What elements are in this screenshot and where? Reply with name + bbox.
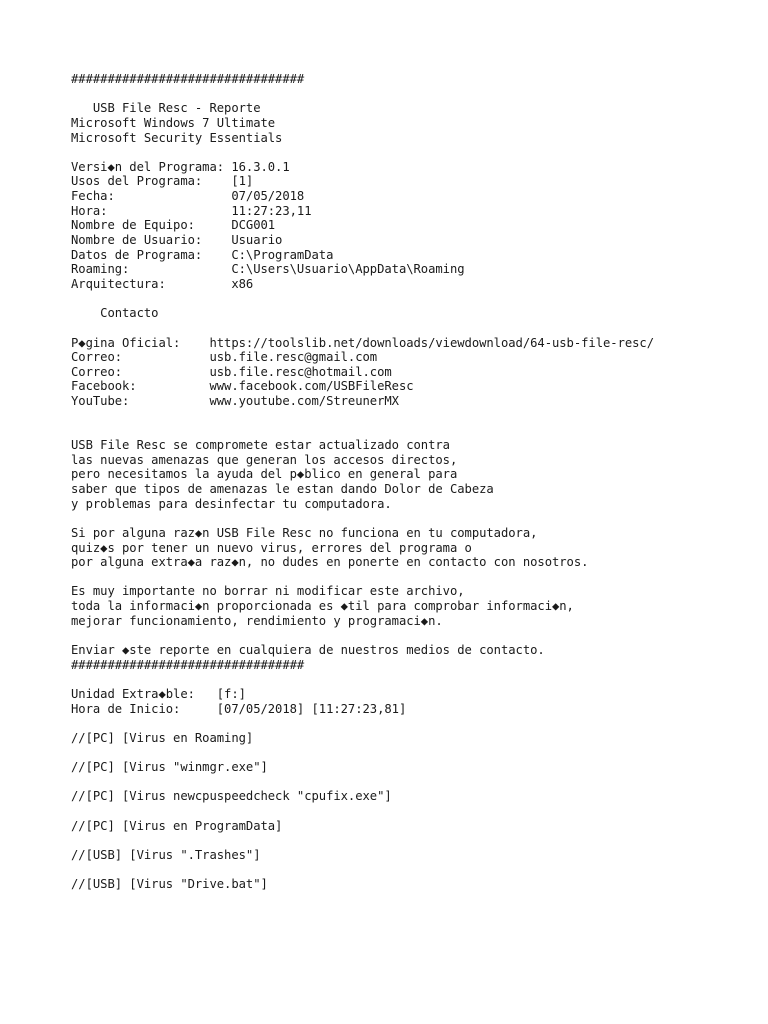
- info-architecture: Arquitectura: x86: [71, 276, 254, 291]
- contact-website: P◆gina Oficial: https://toolslib.net/downloads/viewdownload/64-usb-file-resc/: [71, 335, 655, 350]
- paragraph-1-line: y problemas para desinfectar tu computadora.: [71, 496, 392, 511]
- scan-drive: Unidad Extra◆ble: [f:]: [71, 686, 246, 701]
- finding-item: //[PC] [Virus "winmgr.exe"]: [71, 760, 268, 775]
- paragraph-1-line: saber que tipos de amenazas le estan dando Dolor de Cabeza: [71, 481, 494, 496]
- info-roaming: Roaming: C:\Users\Usuario\AppData\Roaming: [71, 262, 465, 277]
- paragraph-2-line: Si por alguna raz◆n USB File Resc no funciona en tu computadora,: [71, 525, 538, 540]
- blank-line: [71, 672, 761, 687]
- contact-facebook: Facebook: www.facebook.com/USBFileResc: [71, 379, 414, 394]
- info-time: Hora: 11:27:23,11: [71, 203, 312, 218]
- os-name: Microsoft Windows 7 Ultimate: [71, 115, 276, 130]
- info-uses: Usos del Programa: [1]: [71, 174, 254, 189]
- finding-item: //[PC] [Virus newcpuspeedcheck "cpufix.exe"]: [71, 789, 392, 804]
- scan-start-time: Hora de Inicio: [07/05/2018] [11:27:23,81]: [71, 701, 407, 716]
- blank-line: [71, 409, 761, 424]
- paragraph-3-line: toda la informaci◆n proporcionada es ◆til para comprobar informaci◆n,: [71, 599, 574, 614]
- contact-email-gmail: Correo: usb.file.resc@gmail.com: [71, 350, 378, 365]
- report-document: [71, 72, 761, 892]
- finding-item: //[USB] [Virus "Drive.bat"]: [71, 877, 268, 892]
- info-user: Nombre de Usuario: Usuario: [71, 233, 283, 248]
- blank-line: [71, 716, 761, 731]
- blank-line: [71, 775, 761, 790]
- info-program-data: Datos de Programa: C:\ProgramData: [71, 247, 334, 262]
- contact-heading: Contacto: [71, 306, 159, 321]
- paragraph-3-line: Es muy importante no borrar ni modificar este archivo,: [71, 584, 465, 599]
- blank-line: [71, 321, 761, 336]
- blank-line: [71, 833, 761, 848]
- blank-line: [71, 87, 761, 102]
- blank-line: [71, 292, 761, 307]
- info-date: Fecha: 07/05/2018: [71, 189, 305, 204]
- blank-line: [71, 745, 761, 760]
- contact-email-hotmail: Correo: usb.file.resc@hotmail.com: [71, 364, 392, 379]
- antivirus-name: Microsoft Security Essentials: [71, 130, 283, 145]
- report-title: USB File Resc - Reporte: [71, 101, 261, 116]
- paragraph-2-line: quiz◆s por tener un nuevo virus, errores del programa o: [71, 540, 472, 555]
- blank-line: [71, 423, 761, 438]
- blank-line: [71, 804, 761, 819]
- finding-item: //[USB] [Virus ".Trashes"]: [71, 847, 261, 862]
- send-report-line: Enviar ◆ste reporte en cualquiera de nuestros medios de contacto.: [71, 642, 545, 657]
- paragraph-2-line: por alguna extra◆a raz◆n, no dudes en ponerte en contacto con nosotros.: [71, 555, 589, 570]
- separator-top: ################################: [71, 72, 305, 86]
- info-computer: Nombre de Equipo: DCG001: [71, 218, 276, 233]
- blank-line: [71, 145, 761, 160]
- finding-item: //[PC] [Virus en Roaming]: [71, 730, 254, 745]
- separator-bottom: ################################: [71, 657, 305, 672]
- paragraph-3-line: mejorar funcionamiento, rendimiento y programaci◆n.: [71, 613, 443, 628]
- blank-line: [71, 628, 761, 643]
- blank-line: [71, 511, 761, 526]
- paragraph-1-line: pero necesitamos la ayuda del p◆blico en general para: [71, 467, 458, 482]
- blank-line: [71, 570, 761, 585]
- finding-item: //[PC] [Virus en ProgramData]: [71, 818, 283, 833]
- contact-youtube: YouTube: www.youtube.com/StreunerMX: [71, 394, 399, 409]
- paragraph-1-line: USB File Resc se compromete estar actualizado contra: [71, 438, 450, 453]
- paragraph-1-line: las nuevas amenazas que generan los accesos directos,: [71, 452, 458, 467]
- info-version: Versi◆n del Programa: 16.3.0.1: [71, 159, 290, 174]
- blank-line: [71, 863, 761, 878]
